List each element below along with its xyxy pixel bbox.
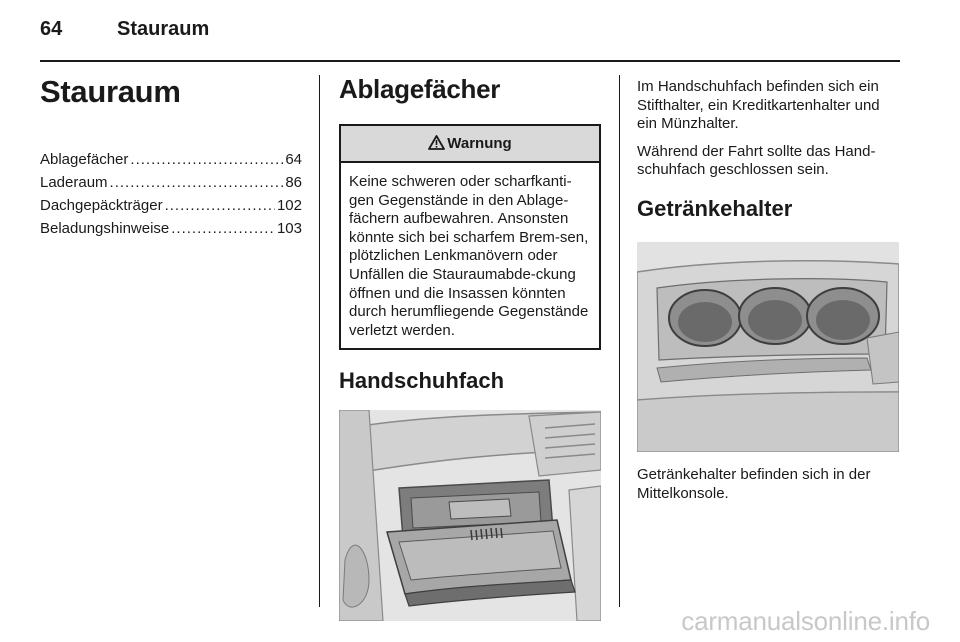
- table-of-contents: [40, 148, 302, 240]
- toc-entry-page: 103: [276, 220, 302, 237]
- toc-entry[interactable]: [40, 148, 302, 171]
- toc-entry-page: 64: [285, 151, 302, 168]
- cupholder-heading: Getränkehalter: [637, 195, 793, 221]
- column-toc: [40, 72, 302, 240]
- toc-entry-label: Dachgepäckträger: [40, 197, 163, 214]
- toc-entry-page: 86: [285, 174, 302, 191]
- column-storage: [339, 72, 601, 621]
- glovebox-heading: Handschuhfach: [339, 368, 505, 394]
- warning-title: Warnung: [447, 135, 512, 152]
- toc-entry-label: Ablagefächer: [40, 151, 129, 168]
- warning-triangle-icon: [428, 128, 445, 163]
- column-continued: [637, 78, 901, 512]
- toc-entry[interactable]: [40, 194, 302, 217]
- cupholder-illustration: [637, 242, 899, 452]
- toc-entry[interactable]: [40, 171, 302, 194]
- column-rule-right: [619, 75, 620, 607]
- toc-entry-label: Beladungshinweise: [40, 220, 170, 237]
- running-title: Stauraum: [117, 18, 210, 40]
- warning-box: [339, 124, 601, 350]
- page-number: 64: [40, 18, 63, 40]
- chapter-title: Stauraum: [40, 74, 181, 109]
- warning-header: [341, 126, 599, 163]
- toc-entry[interactable]: [40, 217, 302, 240]
- section-title: Ablagefächer: [339, 74, 501, 104]
- toc-leader-dots: [130, 148, 283, 171]
- toc-leader-dots: [110, 171, 284, 194]
- glovebox-illustration: [339, 410, 601, 621]
- cupholder-caption: Getränkehalter befinden sich in der Mittelkonsole.: [637, 465, 871, 502]
- toc-leader-dots: [171, 217, 275, 240]
- toc-entry-label: Laderaum: [40, 174, 108, 191]
- glovebox-paragraph-1: Im Handschuhfach befinden sich ein Stifthalter, ein Kreditkartenhalter und ein Münzhalter.: [637, 78, 880, 133]
- header-rule: [40, 60, 900, 62]
- column-rule-left: [319, 75, 320, 607]
- toc-entry-page: 102: [276, 197, 302, 214]
- toc-leader-dots: [165, 194, 275, 217]
- glovebox-paragraph-2: Während der Fahrt sollte das Hand-schuhfach geschlossen sein.: [637, 142, 876, 179]
- watermark-text: carmanualsonline.info: [681, 606, 930, 636]
- warning-text: Keine schweren oder scharfkanti-gen Gegenstände in den Ablage-fächern aufbewahren. Ansonsten könnte sich bei scharfem Brem-sen, plötzlichen Lenkmanövern oder Unfällen die Stauraumabde-ckung öffnen und die Insassen könnten durch herumfliegende Gegenstände verletzt werden.: [349, 173, 589, 339]
